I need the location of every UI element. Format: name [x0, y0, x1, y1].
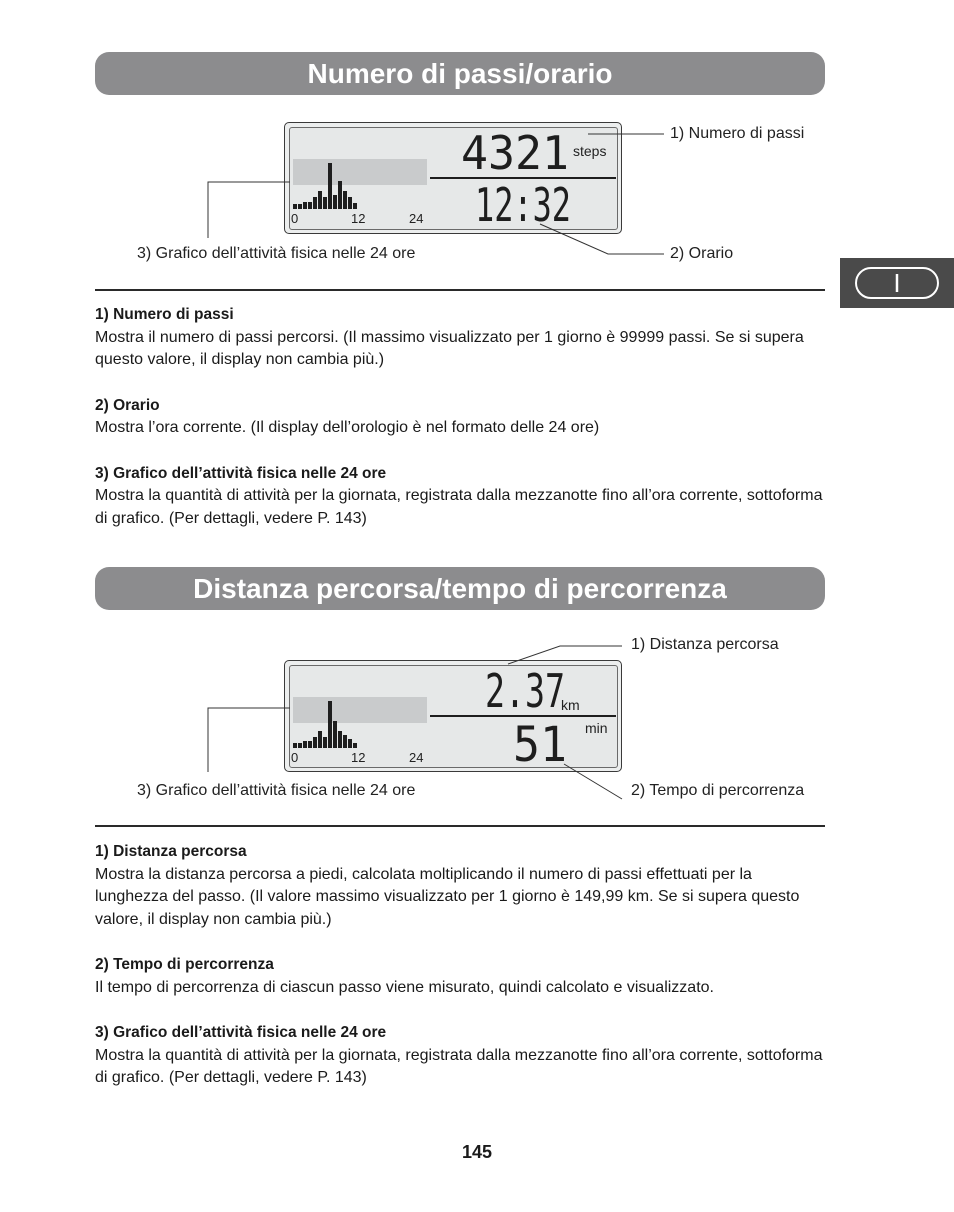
callout-distance: 1) Distanza percorsa [631, 636, 779, 653]
divider [95, 289, 825, 291]
axis-label-24: 24 [409, 750, 424, 765]
axis-label-0: 0 [291, 211, 299, 226]
axis-label-12: 12 [351, 750, 366, 765]
item-text: Mostra la distanza percorsa a piedi, calcolata moltiplicando il numero di passi effettuati per la lunghezza del passo. (Il valore massimo visualizzato per 1 giorno è 149,99 km. Se si supera questo valore, il display non cambia più.) [95, 865, 800, 928]
item-heading: 3) Grafico dell’attività fisica nelle 24 ore [95, 464, 387, 482]
section2-descriptions [95, 841, 825, 1090]
callout-time: 2) Orario [670, 245, 734, 262]
distance-value: 2.37 [485, 667, 565, 713]
item-heading: 3) Grafico dell’attività fisica nelle 24 ore [95, 1024, 387, 1041]
distance-unit: km [561, 697, 580, 713]
item-text: Mostra l’ora corrente. (Il display dell’orologio è nel formato delle 24 ore) [95, 419, 600, 436]
item-heading: 1) Numero di passi [95, 306, 234, 323]
walking-time-value: 51 [513, 719, 567, 767]
item-heading: 2) Tempo di percorrenza [95, 956, 274, 973]
axis-label-0: 0 [291, 750, 299, 765]
callout-steps: 1) Numero di passi [670, 125, 805, 142]
divider [95, 825, 825, 827]
item-heading: 1) Distanza percorsa [95, 843, 247, 860]
item-text: Mostra la quantità di attività per la giornata, registrata dalla mezzanotte fino all’ora corrente, sottoforma di grafico. (Per dettagli, vedere P. 143) [95, 487, 823, 527]
item-text: Mostra la quantità di attività per la giornata, registrata dalla mezzanotte fino all’ora corrente, sottoforma di grafico. (Per dettagli, vedere P. 143) [95, 1046, 823, 1086]
section1-title: Numero di passi/orario [95, 52, 825, 95]
axis-label-24: 24 [409, 211, 424, 226]
item-text: Il tempo di percorrenza di ciascun passo viene misurato, quindi calcolato e visualizzato. [95, 978, 714, 996]
axis-label-12: 12 [351, 211, 366, 226]
callout-graph: 3) Grafico dell’attività fisica nelle 24 ore [137, 782, 416, 799]
page-number: 145 [461, 1142, 493, 1162]
item-text: Mostra il numero di passi percorsi. (Il massimo visualizzato per 1 giorno è 99999 passi. Se si supera questo valore, il display non cambia più.) [95, 328, 804, 368]
callout-graph: 3) Grafico dell’attività fisica nelle 24 ore [137, 245, 416, 262]
steps-value: 4321 [461, 131, 569, 175]
language-tab-label: I [855, 267, 939, 299]
time-unit: min [585, 720, 608, 736]
section1-descriptions [95, 304, 825, 530]
section2-title: Distanza percorsa/tempo di percorrenza [95, 567, 825, 610]
item-heading: 2) Orario [95, 396, 160, 414]
callout-walking-time: 2) Tempo di percorrenza [631, 782, 805, 799]
time-value: 12:32 [475, 181, 571, 227]
steps-unit: steps [573, 143, 607, 159]
language-tab [840, 258, 954, 308]
